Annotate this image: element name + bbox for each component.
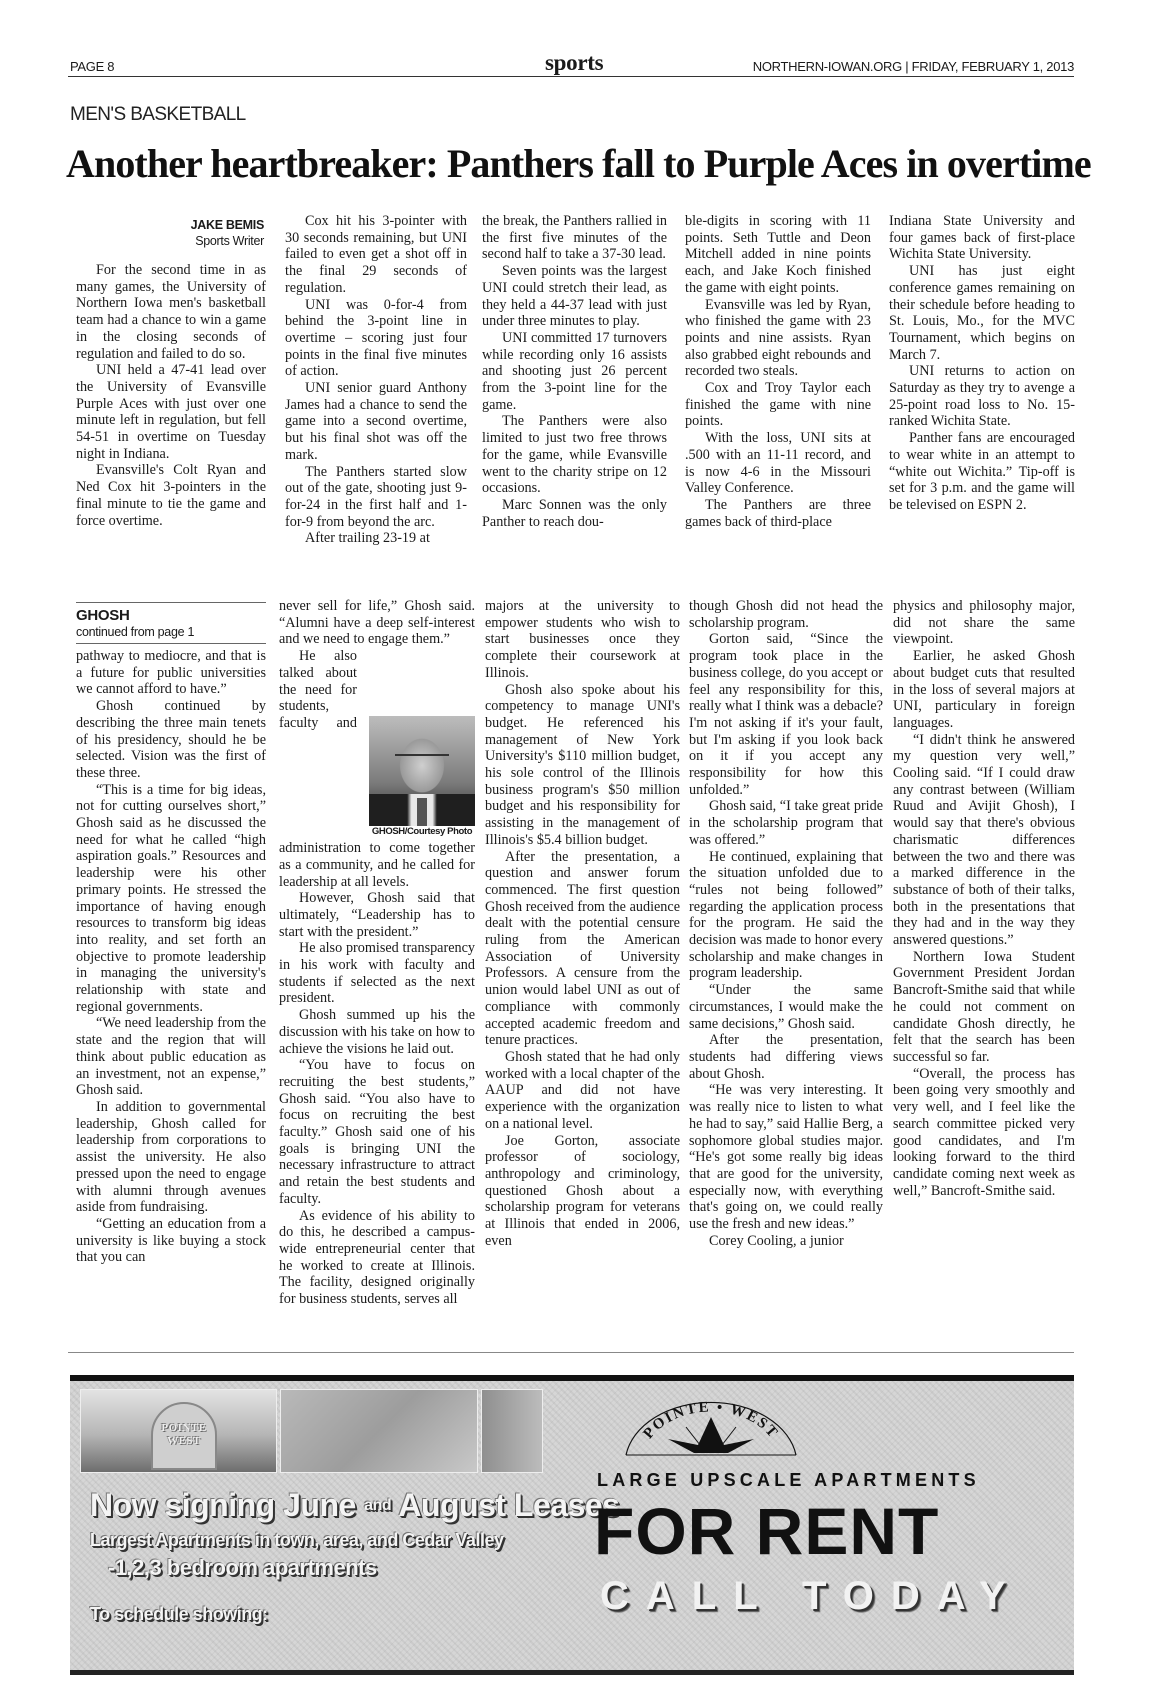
paragraph: physics and philosophy major, did not share the same viewpoint.: [893, 598, 1075, 648]
byline: [76, 218, 264, 248]
pointe-west-logo: [616, 1387, 806, 1459]
section-name: sports: [545, 50, 604, 75]
ad-for-rent: FOR RENT: [594, 1494, 940, 1568]
paragraph: For the second time in as many games, the University of Northern Iowa men's basketball team had a chance to win a game in the closing seconds of regulation and failed to do so.: [76, 262, 266, 362]
ad-photo-building: [481, 1389, 543, 1473]
paragraph: “Under the same circumstances, I would make the same decisions,” Ghosh said.: [689, 982, 883, 1032]
section-kicker: MEN'S BASKETBALL: [70, 104, 246, 125]
paragraph: As evidence of his ability to do this, he described a campus-wide entrepreneurial center that he worked to create at Illinois. The facility, designed originally for business students, serves all: [279, 1207, 475, 1308]
site-and-date: NORTHERN-IOWAN.ORG | FRIDAY, FEBRUARY 1, 2013: [752, 59, 1074, 74]
entrance-sign: [151, 1402, 217, 1470]
ad-divider: [68, 1352, 1074, 1353]
paragraph: The Panthers started slow out of the gate, shooting just 9-for-24 in the first half and 1-for-9 from beyond the arc.: [285, 463, 467, 530]
paragraph: Evansville's Colt Ryan and Ned Cox hit 3-pointers in the final minute to tie the game and force overtime.: [76, 462, 266, 529]
article2-column-4: [689, 598, 883, 1249]
paragraph: Evansville was led by Ryan, who finished the game with 23 points and nine assists. Ryan also grabbed eight rebounds and recorded two steals.: [685, 296, 871, 380]
paragraph: UNI senior guard Anthony James had a chance to send the game into a second overtime, but his final shot was off the mark.: [285, 380, 467, 463]
article1-column-5: [889, 213, 1075, 514]
byline-name: JAKE BEMIS: [190, 218, 264, 232]
paragraph: majors at the university to empower students who wish to start businesses once they complete their coursework at Illinois.: [485, 598, 680, 681]
paragraph: Ghosh stated that he had only worked with a local chapter of the AAUP and did not have experience with the organization on a national level.: [485, 1048, 680, 1132]
ad-bedrooms: -1,2,3 bedroom apartments: [108, 1555, 377, 1580]
photo-float: [363, 716, 475, 838]
ghosh-photo: [369, 716, 475, 826]
paragraph: “You have to focus on recruiting the best students,” Ghosh said. “You also have to focus on recruiting the best faculty.” Ghosh said one of his goals is bringing UNI the necessary infrastructure to attract and retain the best students and faculty.: [279, 1057, 475, 1207]
paragraph: Marc Sonnen was the only Panther to reach dou-: [482, 496, 667, 530]
photo-glasses: [395, 754, 449, 768]
paragraph: “We need leadership from the state and the region that will think about public education as an investment, not an expense,” Ghosh said.: [76, 1015, 266, 1099]
paragraph: Cox hit his 3-pointer with 30 seconds remaining, but UNI failed to even get a shot off in the final 29 seconds of regulation.: [285, 213, 467, 296]
logo-text: POINTE • WEST: [640, 1399, 782, 1442]
jump-header: [76, 602, 266, 644]
apartment-advertisement: [70, 1375, 1074, 1675]
paragraph: Corey Cooling, a junior: [709, 1232, 844, 1249]
jump-slug: GHOSH: [76, 607, 130, 624]
entrance-sign-text: POINTE WEST: [161, 1422, 207, 1447]
paragraph: Ghosh also spoke about his competency to manage UNI's budget. He referenced his management of New York University's $110 million budget, his sole control of the Illinois business program's $50 million budget and his responsibility for assisting in the management of Illinois's $5.4 billion budget.: [485, 681, 680, 848]
paragraph: He also talked about the need for students, faculty and administration to come together as a community, and he called for leadership at all levels.: [279, 648, 475, 890]
paragraph: UNI held a 47-41 lead over the University of Evansville Purple Aces with just over one minute left in regulation, but fell 54-51 in overtime on Tuesday night in Indiana.: [76, 362, 266, 462]
paragraph: In addition to governmental leadership, Ghosh called for leadership from corporations to assist the university. He also pressed upon the need to engage with alumni through avenues aside from fundraising.: [76, 1098, 266, 1216]
paragraph: Gorton said, “Since the program took place in the business college, do you accept or feel any responsibility for this, really what I think was a debacle? I'm not asking if it's your fault, but I'm asking if you look back on it if you accept any responsibility for how this unfolded.”: [689, 631, 883, 798]
paragraph: UNI was 0-for-4 from behind the 3-point line in overtime – scoring just four points in the final five minutes of action.: [285, 296, 467, 380]
ad-headline-and: and: [364, 1497, 392, 1514]
paragraph: UNI has just eight conference games remaining on their schedule before heading to St. Louis, Mo., for the MVC Tournament, which begins on March 7.: [889, 263, 1075, 363]
ad-photo-entrance-sign: [80, 1389, 277, 1473]
jump-continued: continued from page 1: [76, 625, 195, 639]
paragraph: After trailing 23-19 at: [305, 530, 430, 547]
paragraph: “I didn't think he answered my question very well,” Cooling said. “If I could draw any contrast between (William Ruud and Avijit Ghosh), I would say that there's obvious charismatic differences between the two and there was a marked difference in the substance of both of their talks, both in the presentations that they had and in the way they answered questions.”: [893, 731, 1075, 949]
paragraph: “Getting an education from a university is like buying a stock that you can: [76, 1215, 266, 1266]
photo-credit: GHOSH/Courtesy Photo: [371, 826, 473, 838]
paragraph: the break, the Panthers rallied in the first five minutes of the second half to take a 37-30 lead.: [482, 213, 667, 263]
page-number: PAGE 8: [70, 59, 115, 74]
paragraph: “He was very interesting. It was really nice to listen to what he had to say,” said Hallie Berg, a sophomore global studies major. “He's got some really big ideas that are good for the university, especially now, with everything that's going on, we could really use the fresh and new ideas.”: [689, 1082, 883, 1233]
paragraph: Joe Gorton, associate professor of sociology, anthropology and criminology, questioned Ghosh about a scholarship program for veterans at Illinois that ended in 2006, even: [485, 1132, 680, 1249]
article-headline: Another heartbreaker: Panthers fall to Purple Aces in overtime: [66, 141, 1091, 186]
paragraph: After the presentation, students had differing views about Ghosh.: [689, 1032, 883, 1082]
article1-column-2: [285, 213, 467, 547]
paragraph: Panther fans are encouraged to wear white in an attempt to “white out Wichita.” Tip-off is set for 3 p.m. and the game will be televised on ESPN 2.: [889, 430, 1075, 513]
paragraph: The Panthers are three games back of third-place: [685, 496, 871, 530]
article2-column-3: [485, 598, 680, 1249]
paragraph: He also promised transparency in his work with faculty and students if selected as the next president.: [279, 940, 475, 1007]
ad-tagline: LARGE UPSCALE APARTMENTS: [597, 1470, 980, 1490]
ad-subline: Largest Apartments in town, area, and Cedar Valley: [90, 1530, 504, 1550]
paragraph: UNI committed 17 turnovers while recording only 16 assists and shooting just 26 percent from the 3-point line for the game.: [482, 329, 667, 413]
article2-column-5: [893, 598, 1075, 1199]
paragraph: He continued, explaining that the situation unfolded due to “rules not being followed” regarding the application process for the program. He said the decision was made to honor every scholarship and make changes in program leadership.: [689, 848, 883, 982]
paragraph: Ghosh continued by describing the three main tenets of his presidency, should he be selected. Vision was the first of these three.: [76, 698, 266, 781]
article1-column-4: [685, 213, 871, 530]
paragraph: Seven points was the largest UNI could stretch their lead, as they held a 44-37 lead with just under three minutes to play.: [482, 263, 667, 330]
paragraph: However, Ghosh said that ultimately, “Leadership has to start with the president.”: [279, 890, 475, 940]
byline-role: Sports Writer: [195, 234, 264, 248]
ad-call-today: CALL TODAY: [600, 1574, 1023, 1618]
article2-column-1: [76, 648, 266, 1266]
paragraph: ble-digits in scoring with 11 points. Seth Tuttle and Deon Mitchell added in nine points each, and Jake Koch finished the game with eight points.: [685, 213, 871, 296]
paragraph: UNI returns to action on Saturday as they try to avenge a 25-point road loss to No. 15-ranked Wichita State.: [889, 363, 1075, 430]
article1-column-1: [76, 262, 266, 529]
paragraph: pathway to mediocre, and that is a future for public universities we cannot afford to have.”: [76, 648, 266, 698]
paragraph: though Ghosh did not head the scholarship program.: [689, 598, 883, 631]
ad-headline-post: August Leases: [398, 1487, 620, 1523]
paragraph: Earlier, he asked Ghosh about budget cuts that resulted in the loss of several majors at UNI, particulary in foreign languages.: [893, 648, 1075, 731]
paragraph: Cox and Troy Taylor each finished the game with nine points.: [685, 380, 871, 430]
ad-photo-sculpture: [280, 1389, 478, 1473]
paragraph: Indiana State University and four games back of first-place Wichita State University.: [889, 213, 1075, 263]
ad-schedule: To schedule showing:: [90, 1604, 268, 1624]
logo-star-icon: [668, 1417, 754, 1453]
paragraph: Northern Iowa Student Government President Jordan Bancroft-Smithe said that while he could not comment on candidate Ghosh directly, he felt that the search has been successful so far.: [893, 948, 1075, 1065]
paragraph: The Panthers were also limited to just two free throws for the game, while Evansville went to the charity stripe on 12 occasions.: [482, 413, 667, 497]
photo-tie: [417, 798, 427, 826]
paragraph: After the presentation, a question and answer forum commenced. The first question Ghosh received from the audience dealt with the potential censure ruling from the American Association of University Professors. A censure from the union would label UNI as out of compliance with commonly accepted academic freedom and tenure practices.: [485, 848, 680, 1049]
article1-column-3: [482, 213, 667, 530]
paragraph: “This is a time for big ideas, not for cutting ourselves short,” Ghosh said as he discussed the need for what he called “high aspiration goals.” Resources and leadership were his other primary points. He stressed the importance of having enough resources to transform big ideas into reality, and set forth an objective to promote leadership in managing the university's relationship with state and regional governments.: [76, 781, 266, 1015]
paragraph: “Overall, the process has been going very smoothly and very well, and I feel like the search committee picked very good candidates, and I'm looking forward to the third candidate coming next week as well,” Bancroft-Smithe said.: [893, 1065, 1075, 1199]
article2-column-2: [279, 598, 475, 1308]
paragraph: Ghosh summed up his the discussion with his take on how to achieve the visions he laid out.: [279, 1007, 475, 1057]
paragraph: never sell for life,” Ghosh said. “Alumni have a deep self-interest and we need to engage them.”: [279, 598, 475, 648]
paragraph: With the loss, UNI sits at .500 with an 11-11 record, and is now 4-6 in the Missouri Valley Conference.: [685, 430, 871, 497]
page-folio: [68, 50, 1074, 77]
ad-headline: [90, 1487, 619, 1524]
paragraph: Ghosh said, “I take great pride in the scholarship program that was offered.”: [689, 798, 883, 848]
ad-headline-pre: Now signing June: [90, 1487, 356, 1523]
